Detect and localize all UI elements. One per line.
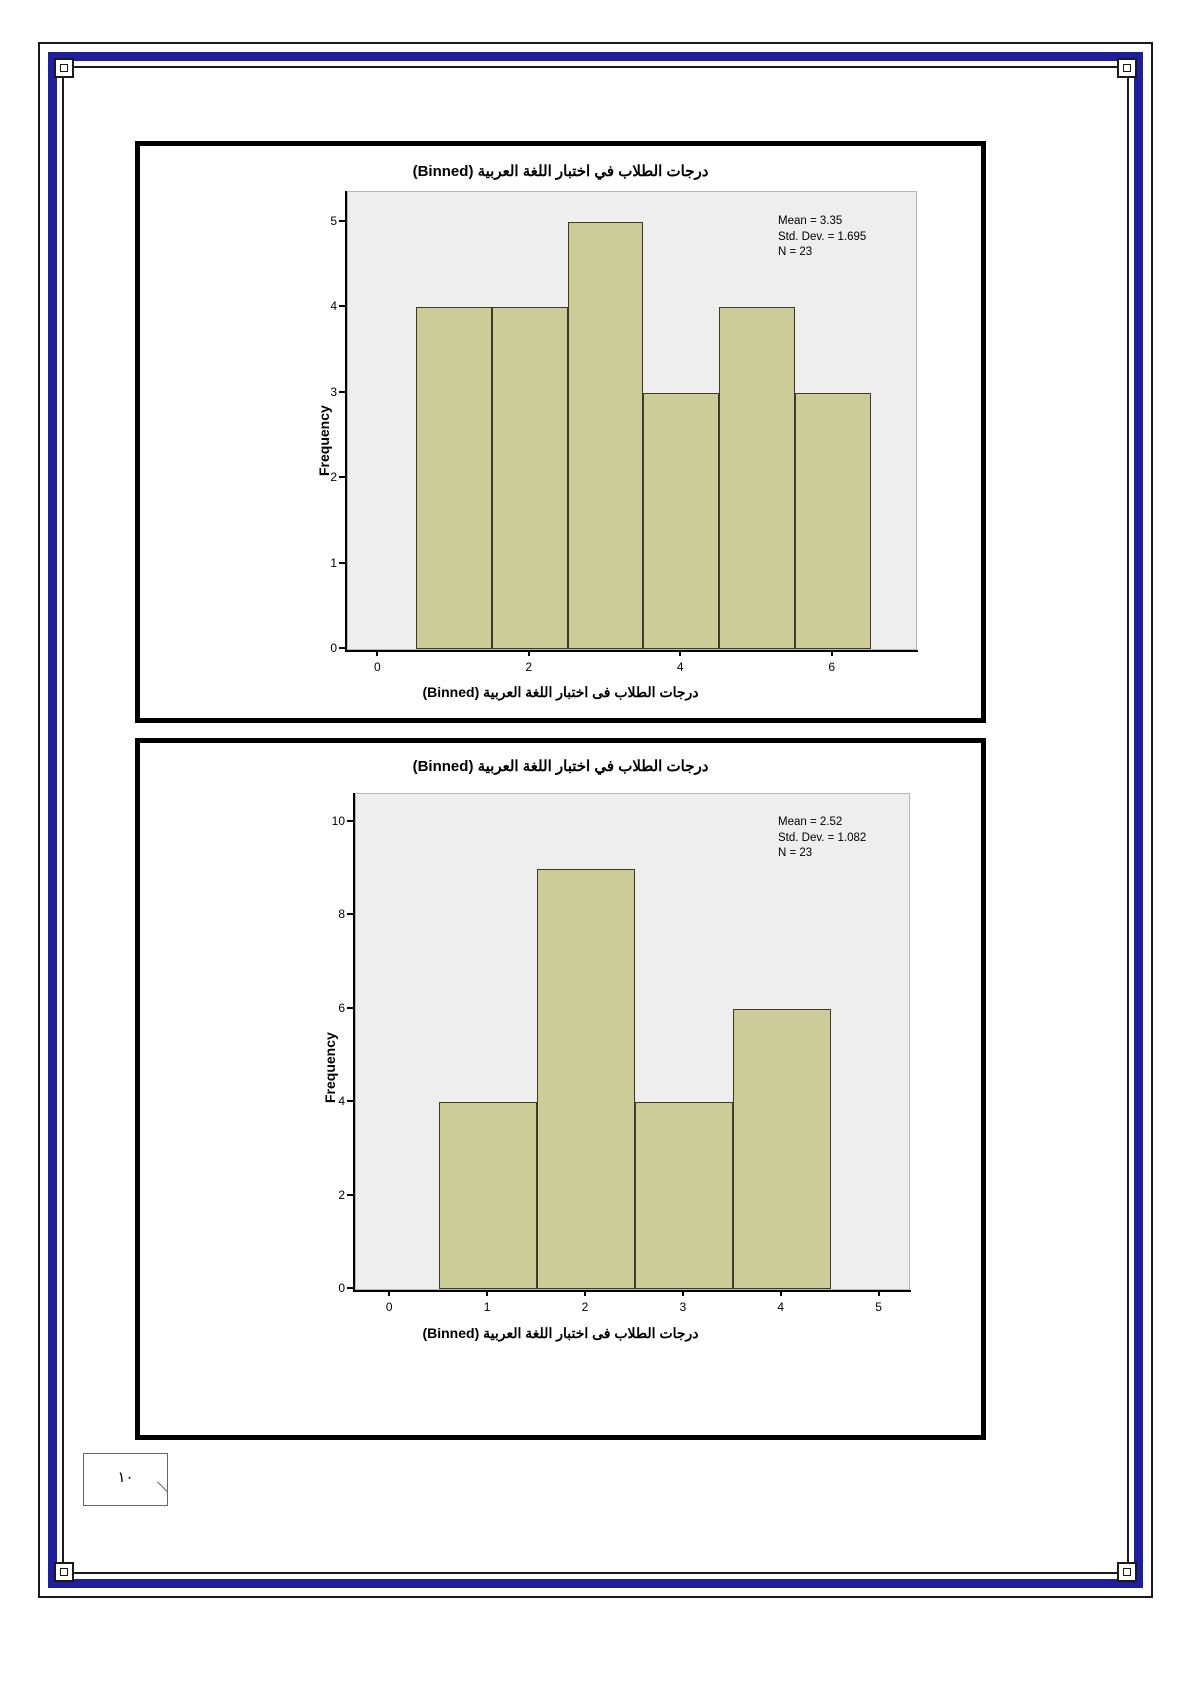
x-tick-mark: [388, 1290, 390, 1296]
y-tick-label: 2: [330, 470, 337, 485]
y-tick-mark: [339, 476, 345, 478]
corner-ornament-top-right: [1117, 58, 1137, 78]
y-tick-label: 6: [338, 1000, 345, 1015]
histogram-bar: [537, 869, 635, 1289]
y-tick-label: 3: [330, 384, 337, 399]
histogram-bar: [643, 393, 719, 649]
histogram-bar: [733, 1009, 831, 1289]
x-tick-label: 0: [373, 660, 381, 674]
corner-ornament-top-left: [54, 58, 74, 78]
y-tick-mark: [339, 562, 345, 564]
chart-1-sample-size: N = 23: [778, 246, 813, 259]
chart-2-y-axis-title: Frequency: [322, 1032, 338, 1103]
corner-ornament-bottom-left: [54, 1562, 74, 1582]
x-tick-label: 0: [385, 1300, 393, 1314]
x-tick-mark: [878, 1290, 880, 1296]
x-tick-label: 5: [875, 1300, 882, 1314]
chart-1-y-axis-title: Frequency: [316, 405, 332, 476]
chart-1-statistics: [778, 214, 866, 261]
y-tick-label: 4: [330, 299, 337, 314]
histogram-bar: [635, 1102, 733, 1289]
chart-2-sample-size: N = 23: [778, 847, 813, 860]
x-tick-mark: [486, 1290, 488, 1296]
y-tick-label: 4: [338, 1094, 345, 1109]
histogram-chart-2: [135, 738, 986, 1440]
page-corner-fold: [154, 1492, 167, 1505]
y-tick-mark: [339, 220, 345, 222]
chart-2-bars: [356, 794, 909, 1289]
chart-2-mean: Mean = 2.52: [778, 816, 843, 828]
y-tick-mark: [347, 1194, 353, 1196]
chart-2-title: درجات الطلاب في اختبار اللغة العربية (Binned): [412, 758, 709, 775]
y-tick-label: 8: [338, 907, 345, 922]
y-tick-label: 5: [330, 213, 337, 228]
y-tick-mark: [347, 1100, 353, 1102]
chart-2-x-axis: [353, 1290, 911, 1292]
histogram-bar: [719, 307, 795, 649]
chart-1-title: درجات الطلاب في اختبار اللغة العربية (Binned): [412, 163, 709, 180]
histogram-bar: [795, 393, 871, 649]
y-tick-mark: [347, 913, 353, 915]
histogram-bar: [568, 222, 644, 649]
y-tick-label: 0: [338, 1281, 345, 1295]
page-number: ١٠: [117, 1469, 134, 1486]
chart-2-x-axis-title: درجات الطلاب فى اختبار اللغة العربية (Binned): [422, 1325, 699, 1341]
chart-1-mean: Mean = 3.35: [778, 215, 843, 227]
x-tick-label: 4: [777, 1300, 785, 1314]
y-tick-mark: [339, 305, 345, 307]
x-tick-mark: [780, 1290, 782, 1296]
x-tick-mark: [679, 650, 681, 656]
y-tick-label: 2: [338, 1187, 345, 1202]
histogram-bar: [492, 307, 568, 649]
chart-1-y-axis: [345, 191, 347, 652]
chart-1-std-dev: Std. Dev. = 1.695: [778, 230, 867, 243]
chart-2-y-axis: [353, 793, 355, 1292]
x-tick-label: 2: [525, 660, 533, 674]
y-tick-mark: [339, 391, 345, 393]
chart-2-statistics: [778, 815, 866, 862]
chart-2-plot-area: [355, 793, 910, 1290]
y-tick-mark: [347, 1287, 353, 1289]
x-tick-mark: [584, 1290, 586, 1296]
chart-1-x-axis-title: درجات الطلاب فى اختبار اللغة العربية (Binned): [422, 684, 699, 700]
x-tick-label: 6: [828, 660, 836, 674]
x-tick-label: 1: [483, 1300, 491, 1314]
x-tick-mark: [376, 650, 378, 656]
corner-ornament-bottom-right: [1117, 1562, 1137, 1582]
y-tick-label: 10: [331, 814, 345, 829]
x-tick-label: 3: [679, 1300, 687, 1314]
x-tick-label: 4: [676, 660, 684, 674]
x-tick-mark: [528, 650, 530, 656]
x-tick-label: 2: [581, 1300, 589, 1314]
chart-2-std-dev: Std. Dev. = 1.082: [778, 831, 867, 844]
y-tick-mark: [347, 820, 353, 822]
histogram-bar: [439, 1102, 537, 1289]
y-tick-mark: [347, 1007, 353, 1009]
x-tick-mark: [682, 1290, 684, 1296]
histogram-bar: [416, 307, 492, 649]
page-number-badge: [83, 1453, 168, 1506]
y-tick-label: 1: [330, 555, 337, 570]
chart-1-bars: [348, 192, 916, 649]
histogram-chart-1: [135, 141, 986, 723]
y-tick-mark: [339, 647, 345, 649]
y-tick-label: 0: [330, 641, 337, 655]
x-tick-mark: [831, 650, 833, 656]
